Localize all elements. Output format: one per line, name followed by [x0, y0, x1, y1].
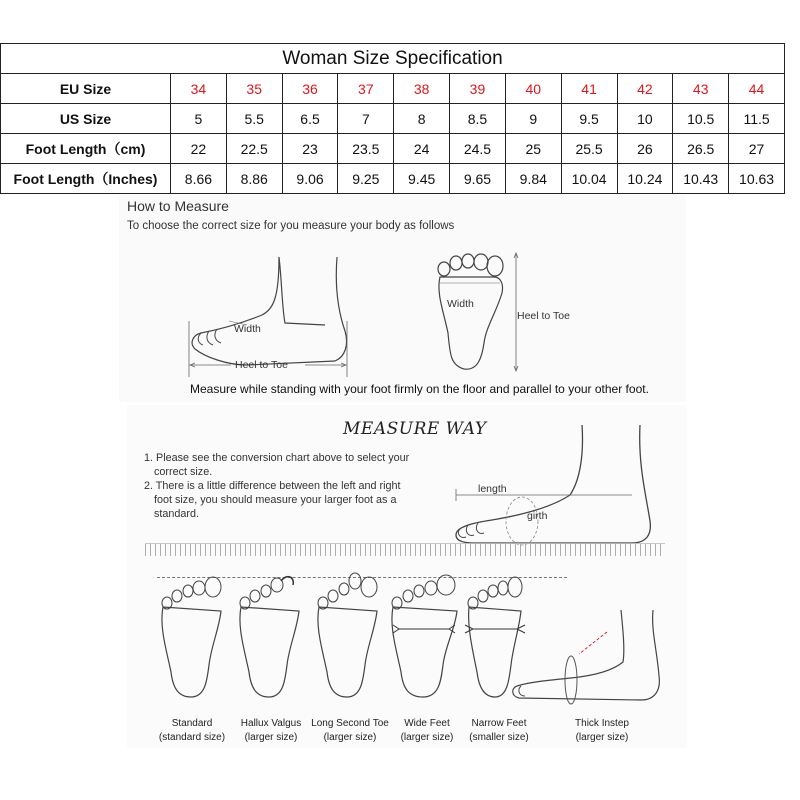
standard-foot-icon	[157, 577, 227, 702]
table-cell: 34	[171, 74, 227, 104]
length-label: length	[478, 483, 507, 495]
table-cell: 22	[171, 134, 227, 164]
long-second-toe-foot-icon	[313, 577, 383, 702]
table-cell: 36	[282, 74, 338, 104]
table-cell: 24	[394, 134, 450, 164]
table-cell: 25	[505, 134, 561, 164]
table-cell: 10.63	[729, 164, 785, 194]
foot-type-note: (standard size)	[158, 732, 226, 743]
how-to-title: How to Measure	[127, 198, 229, 214]
row-label: Foot Length（cm)	[1, 134, 171, 164]
table-cell: 10	[617, 104, 673, 134]
side-length-label: Heel to Toe	[235, 359, 288, 371]
row-label: Foot Length（Inches)	[1, 164, 171, 194]
table-cell: 37	[338, 74, 394, 104]
foot-type-note: (larger size)	[244, 732, 298, 743]
foot-type-standard	[147, 717, 237, 745]
table-cell: 42	[617, 74, 673, 104]
table-cell: 38	[394, 74, 450, 104]
table-cell: 26.5	[673, 134, 729, 164]
table-cell: 8.5	[450, 104, 506, 134]
sole-foot-illustration	[434, 253, 524, 378]
foot-type-note: (larger size)	[575, 732, 629, 743]
table-cell: 5	[171, 104, 227, 134]
table-cell: 10.43	[673, 164, 729, 194]
table-cell: 7	[338, 104, 394, 134]
table-cell: 8.66	[171, 164, 227, 194]
foot-type-note: (larger size)	[323, 732, 377, 743]
girth-label: girth	[527, 510, 548, 522]
table-row-foot-length-inches	[1, 164, 785, 194]
table-cell: 10.5	[673, 104, 729, 134]
sole-length-label: Heel to Toe	[517, 310, 570, 322]
foot-type-name: Standard	[171, 718, 213, 729]
table-cell: 10.24	[617, 164, 673, 194]
table-cell: 9.84	[505, 164, 561, 194]
table-cell: 9.25	[338, 164, 394, 194]
table-cell: 9	[505, 104, 561, 134]
measure-way-panel	[127, 405, 687, 748]
foot-type-thick-instep	[557, 717, 647, 745]
table-row-eu-size	[1, 74, 785, 104]
foot-type-note: (smaller size)	[469, 732, 529, 743]
measure-way-title: MEASURE WAY	[343, 419, 487, 439]
size-table	[0, 43, 785, 194]
table-cell: 8	[394, 104, 450, 134]
foot-type-name: Long Second Toe	[311, 718, 389, 729]
foot-type-hallux-valgus	[226, 717, 316, 745]
how-to-measure-panel	[119, 195, 686, 402]
table-cell: 41	[561, 74, 617, 104]
table-row-us-size	[1, 104, 785, 134]
table-cell: 35	[226, 74, 282, 104]
foot-type-name: Narrow Feet	[471, 718, 527, 729]
wide-feet-foot-icon	[389, 577, 459, 702]
table-row-foot-length-cm	[1, 134, 785, 164]
table-cell: 10.04	[561, 164, 617, 194]
step-2: 2. There is a little difference between the left and right foot size, you should measure your larger foot as a standard.	[144, 480, 401, 520]
side-width-label: Width	[234, 323, 261, 335]
table-title: Woman Size Specification	[1, 44, 785, 74]
row-label: EU Size	[1, 74, 171, 104]
how-to-subtitle: To choose the correct size for you measure your body as follows	[127, 220, 455, 232]
table-cell: 26	[617, 134, 673, 164]
table-cell: 11.5	[729, 104, 785, 134]
table-cell: 9.5	[561, 104, 617, 134]
table-cell: 27	[729, 134, 785, 164]
table-cell: 9.65	[450, 164, 506, 194]
table-cell: 22.5	[226, 134, 282, 164]
thick-instep-foot-icon	[511, 610, 661, 710]
table-cell: 8.86	[226, 164, 282, 194]
table-cell: 44	[729, 74, 785, 104]
table-cell: 23	[282, 134, 338, 164]
how-to-note: Measure while standing with your foot firmly on the floor and parallel to your other foot.	[190, 382, 649, 396]
table-cell: 9.06	[282, 164, 338, 194]
table-title-row	[1, 44, 785, 74]
step-1: 1. Please see the conversion chart above to select your correct size.	[144, 452, 410, 478]
table-cell: 24.5	[450, 134, 506, 164]
foot-type-note: (larger size)	[400, 732, 454, 743]
table-cell: 23.5	[338, 134, 394, 164]
ruler	[145, 543, 665, 556]
foot-type-narrow-feet	[454, 717, 544, 745]
table-cell: 39	[450, 74, 506, 104]
foot-type-name: Thick Instep	[575, 718, 629, 729]
foot-type-name: Hallux Valgus	[240, 718, 302, 729]
hallux-valgus-foot-icon	[235, 577, 305, 702]
sole-width-label: Width	[447, 298, 474, 310]
row-label: US Size	[1, 104, 171, 134]
table-cell: 25.5	[561, 134, 617, 164]
table-cell: 9.45	[394, 164, 450, 194]
measure-steps	[144, 451, 414, 521]
table-cell: 6.5	[282, 104, 338, 134]
table-cell: 5.5	[226, 104, 282, 134]
table-cell: 43	[673, 74, 729, 104]
foot-type-name: Wide Feet	[404, 718, 450, 729]
table-cell: 40	[505, 74, 561, 104]
